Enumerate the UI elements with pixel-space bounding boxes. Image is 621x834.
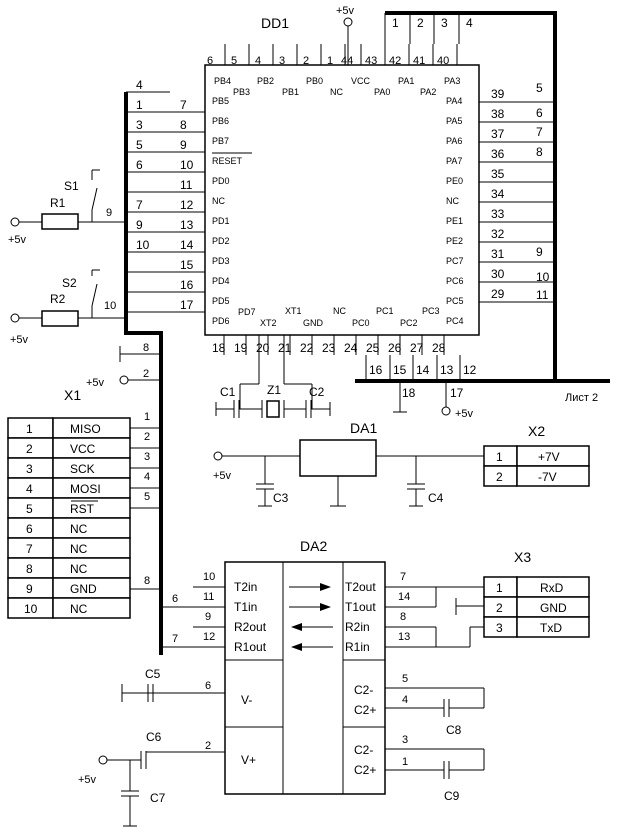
dd1-bottom-pin-name: PD7	[238, 307, 256, 317]
dd1-top-pin-number: 1	[327, 55, 334, 67]
dd1-right-pin-number: 30	[491, 267, 505, 281]
c2a-plus-label: C2+	[354, 703, 377, 717]
dd1-right-pin-number: 39	[491, 87, 505, 101]
da2-output-name: T1out	[345, 600, 376, 614]
dd1-left-pin-number: 10	[180, 158, 194, 172]
da2-input-name: T2in	[234, 580, 258, 594]
r1-label: R1	[50, 196, 66, 210]
top-wire-number: 4	[466, 16, 473, 30]
c9-cap	[385, 734, 484, 803]
left-bus-wires	[126, 78, 170, 252]
da2-right-wires	[385, 571, 484, 647]
dd1-right-wire-number: 8	[536, 145, 543, 159]
vplus-pin: 2	[205, 740, 212, 752]
dd1-top-pin-number: 3	[279, 55, 286, 67]
bus-vcc-terminal	[120, 376, 128, 384]
c6-c7-caps	[78, 730, 166, 826]
vcc-17-terminal	[442, 407, 450, 415]
dd1-chip	[126, 15, 555, 355]
bottom-bus-wire-number: 16	[369, 363, 383, 377]
r1out-wire: 7	[172, 633, 179, 645]
c2b-minus-label: C2-	[354, 743, 374, 757]
dd1-left-pin-number: 16	[180, 278, 194, 292]
r2-label: R2	[50, 292, 66, 306]
left-bus-wire-number: 9	[136, 218, 143, 232]
dd1-left-pin-name: PB5	[212, 96, 230, 106]
s2-wire-label: 10	[104, 300, 117, 312]
dd1-right-pin-number: 37	[491, 127, 505, 141]
c9-label: C9	[444, 789, 460, 803]
dd1-bottom-pin-name: GND	[303, 318, 323, 328]
dd1-right-pin-name: PA6	[446, 136, 463, 146]
x3-row-name: RxD	[540, 581, 564, 595]
x1-row-name: NC	[70, 542, 88, 556]
x1-row-number: 10	[24, 602, 38, 616]
c5-cap	[122, 667, 161, 702]
dd1-right-wire-number: 10	[536, 270, 550, 284]
dd1-top-pin-name: NC	[330, 87, 343, 97]
vplus-label: V+	[241, 753, 257, 767]
da2-left-wires	[122, 571, 225, 752]
dd1-right-pin-number: 36	[491, 147, 505, 161]
da2-output-name: T2out	[345, 580, 376, 594]
dd1-right-pin-number: 33	[491, 207, 505, 221]
dd1-left-pin-number: 8	[180, 118, 187, 132]
dd1-left-pin-name: PD0	[212, 176, 230, 186]
r1out-pin: 12	[203, 631, 216, 643]
c2a-minus-label: C2-	[354, 683, 374, 697]
x2-row-name: +7V	[538, 450, 560, 464]
da1-plus5-label: +5v	[213, 470, 232, 482]
dd1-top-pin-name: PA1	[398, 76, 415, 86]
dd1-right-wire-number: 7	[536, 125, 543, 139]
dd1-bottom-pin-number: 23	[322, 341, 336, 355]
dd1-top-pin-name: PB2	[257, 76, 275, 86]
dd1-left-pin-number: 15	[180, 258, 194, 272]
dd1-right-pin-name: PE1	[446, 216, 464, 226]
x1-row-number: 9	[26, 582, 33, 596]
x2-row-number: 2	[496, 470, 503, 484]
da1-label: DA1	[350, 420, 378, 436]
x1-row-number: 2	[26, 442, 33, 456]
crystal-z1	[267, 401, 279, 417]
dd1-top-pin-number: 44	[341, 55, 354, 67]
x1-row-name: MISO	[70, 422, 101, 436]
c2b-plus-label: C2+	[354, 763, 377, 777]
da2-output-name: R2in	[345, 620, 370, 634]
dd1-top-pin-number: 42	[389, 55, 402, 67]
x2-row-name: -7V	[538, 470, 557, 484]
da2-input-name: T1in	[234, 600, 258, 614]
left-bus-wire-number: 4	[136, 78, 143, 92]
dd1-left-pin-name: PB6	[212, 116, 230, 126]
dd1-top-pin-name: PA2	[420, 87, 437, 97]
dd1-left-pin-name: PD3	[212, 256, 230, 266]
dd1-right-pin-name: PE0	[446, 176, 464, 186]
x3-label: X3	[514, 549, 532, 565]
dd1-left-pin-number: 11	[180, 178, 193, 192]
dd1-right-pin-name: PC5	[446, 296, 464, 306]
bus-supply	[86, 342, 161, 389]
s2-label: S2	[62, 276, 77, 290]
dd1-bottom-pin-number: 28	[432, 341, 446, 355]
left-bus-wire-number: 3	[136, 118, 143, 132]
dd1-bottom-pin-number: 27	[410, 341, 424, 355]
c3-label: C3	[273, 491, 289, 505]
dd1-body	[205, 65, 479, 335]
left-bus-wire-number: 1	[136, 98, 143, 112]
x1-row-number: 7	[26, 542, 33, 556]
gnd-wire-label: 8	[143, 342, 150, 354]
x3-connector	[484, 549, 589, 637]
s1-label: S1	[64, 179, 79, 193]
dd1-right-pin-number: 31	[491, 247, 505, 261]
x3-row-name: TxD	[540, 621, 562, 635]
sheet-label: Лист 2	[565, 392, 599, 404]
x1-row-number: 6	[26, 522, 33, 536]
c4-label: C4	[428, 491, 444, 505]
resistor-r1	[42, 214, 78, 229]
dd1-top-pin-number: 6	[207, 55, 214, 67]
dd1-left-pin-number: 9	[180, 138, 187, 152]
vminus-label: V-	[241, 693, 253, 707]
x1-row-wire-number: 5	[144, 491, 151, 503]
dd1-left-pin-number: 13	[180, 218, 194, 232]
dd1-top-pin-number: 5	[231, 55, 238, 67]
vcc-17-label: +5v	[455, 408, 474, 420]
x1-row-number: 4	[26, 482, 33, 496]
c7-label: C7	[150, 791, 166, 805]
r2in-pin: 8	[400, 611, 407, 623]
x1-row-wire-number: 4	[144, 471, 151, 483]
dd1-left-pin-number: 7	[180, 98, 187, 112]
x1-name-cell	[53, 598, 130, 618]
resistor-r2	[42, 311, 78, 326]
x1-row-name: NC	[70, 562, 88, 576]
c6-terminal	[99, 756, 107, 764]
x3-row-number: 3	[496, 621, 503, 635]
x1-row-number: 3	[26, 462, 33, 476]
dd1-right-wire-number: 6	[536, 106, 543, 120]
dd1-top-pin-name: PB4	[214, 76, 232, 86]
dd1-top-pin-number: 4	[255, 55, 262, 67]
c2-label: C2	[309, 385, 325, 399]
dd1-bottom-pin-name: XT1	[285, 306, 302, 316]
x1-row-wire-number: 2	[144, 431, 151, 443]
dd1-bottom-pin-number: 18	[212, 341, 226, 355]
vminus-pin: 6	[205, 680, 212, 692]
da2-output-name: R1in	[345, 640, 370, 654]
x3-row-number: 2	[496, 601, 503, 615]
dd1-top-pin-name: PB0	[306, 76, 324, 86]
dd1-right-pin-number: 35	[491, 167, 505, 181]
x1-name-cell	[53, 538, 130, 558]
dd1-left-pin-name: PD1	[212, 216, 230, 226]
c8-pin-minus: 5	[402, 673, 409, 685]
dd1-top-pin-name: PB1	[282, 87, 300, 97]
dd1-top-pin-name: PA0	[374, 87, 391, 97]
x2-row-number: 1	[496, 450, 503, 464]
dd1-bottom-pin-name: PC3	[422, 306, 440, 316]
dd1-right-wire-number: 9	[536, 245, 543, 259]
bus-plus5-label: +5v	[86, 377, 105, 389]
dd1-bottom-pin-name: PC0	[352, 318, 370, 328]
t2out-pin: 7	[400, 571, 407, 583]
da1-body	[300, 440, 376, 476]
dd1-right-pin-number: 34	[491, 187, 505, 201]
switch-s1-group	[8, 170, 126, 246]
c1-label: C1	[220, 385, 236, 399]
x1-gnd-wire-label: 8	[144, 575, 151, 587]
top-wire-number: 2	[417, 16, 424, 30]
bottom-bus-wires	[366, 355, 477, 400]
c9-pin-plus: 1	[402, 756, 409, 768]
dd1-left-pin-name: PD2	[212, 236, 230, 246]
dd1-bottom-pin-number: 22	[300, 341, 314, 355]
dd1-left-pin-number: 14	[180, 238, 194, 252]
da1-in-terminal	[214, 452, 222, 460]
s1-terminal	[11, 218, 19, 226]
bottom-bus-wire-number: 14	[416, 363, 430, 377]
r1in-pin: 13	[398, 631, 411, 643]
dd1-top-pin-name: PB3	[233, 87, 251, 97]
x1-name-cell	[53, 518, 130, 538]
dd1-bottom-pin-number: 21	[278, 341, 292, 355]
dd1-bottom-pin-name: PC2	[400, 318, 418, 328]
dd1-top-pin-number: 43	[365, 55, 378, 67]
top-wire-number: 1	[392, 16, 399, 30]
dd1-right-pin-number: 29	[491, 287, 505, 301]
t1in-pin: 11	[203, 591, 215, 603]
x1-row-name: NC	[70, 522, 88, 536]
bottom-bus-wire-number: 18	[402, 386, 416, 400]
dd1-label: DD1	[261, 15, 290, 31]
r2out-pin: 9	[205, 611, 212, 623]
x1-row-name: RST	[70, 502, 94, 516]
left-bus-wire-number: 5	[136, 138, 143, 152]
left-bus-wire-number: 6	[136, 158, 143, 172]
bottom-bus-wire-number: 17	[450, 386, 464, 400]
bottom-bus-wire-number: 13	[440, 363, 454, 377]
da1-regulator	[213, 420, 484, 506]
dd1-bottom-pin-name: NC	[333, 306, 346, 316]
dd1-left-pin-name: PD4	[212, 276, 230, 286]
left-bus-wire-number: 10	[136, 238, 150, 252]
x1-row-wire-number: 3	[144, 451, 151, 463]
dd1-bottom-pin-number: 19	[234, 341, 248, 355]
dd1-bottom-pin-name: PC1	[376, 306, 394, 316]
x3-row-name: GND	[540, 601, 567, 615]
dd1-left-pin-number: 12	[180, 198, 194, 212]
dd1-right-pin-name: PA5	[446, 116, 463, 126]
bottom-bus-wire-number: 12	[463, 363, 477, 377]
s2-plus5-label: +5v	[10, 334, 29, 346]
da2-chip	[225, 538, 385, 794]
x1-name-cell	[53, 558, 130, 578]
vcc-label: +5v	[336, 5, 355, 17]
dd1-right-pin-name: PE2	[446, 236, 464, 246]
da2-input-name: R1out	[234, 640, 267, 654]
dd1-top-pin-name: PA3	[444, 76, 461, 86]
dd1-bottom-pin-number: 24	[344, 341, 358, 355]
dd1-right-wire-number: 5	[536, 81, 543, 95]
dd1-left-pin-name: PD6	[212, 316, 230, 326]
c8-cap	[385, 673, 484, 737]
dd1-bottom-pin-name: XT2	[260, 318, 277, 328]
dd1-left-pin-name: NC	[212, 196, 225, 206]
dd1-top-pin-number: 2	[303, 55, 310, 67]
dd1-left-pin-number: 17	[180, 298, 194, 312]
da2-label: DA2	[300, 538, 328, 554]
c8-pin-plus: 4	[402, 694, 409, 706]
t1out-pin: 14	[398, 591, 411, 603]
dd1-top-pin-number: 40	[437, 55, 450, 67]
s2-terminal	[11, 314, 19, 322]
c8-label: C8	[446, 723, 462, 737]
dd1-bottom-pin-number: 25	[366, 341, 380, 355]
x1-connector	[8, 387, 161, 618]
da2-input-name: R2out	[234, 620, 267, 634]
c6-label: C6	[146, 730, 162, 744]
c9-pin-minus: 3	[402, 734, 409, 746]
bottom-bus-wire-number: 15	[393, 363, 407, 377]
dd1-right-pin-number: 38	[491, 107, 505, 121]
c6-plus5-label: +5v	[78, 774, 97, 786]
dd1-right-pin-name: PC4	[446, 316, 464, 326]
bus-vcc-wire-label: 2	[143, 368, 150, 380]
dd1-right-pin-name: PC7	[446, 256, 464, 266]
x1-row-wire-number: 1	[144, 411, 151, 423]
t2in-pin: 10	[203, 571, 216, 583]
dd1-left-pin-name: PB7	[212, 136, 230, 146]
s1-wire-label: 9	[106, 207, 113, 219]
z1-label: Z1	[267, 383, 282, 397]
x1-label: X1	[64, 387, 82, 403]
x2-label: X2	[528, 423, 546, 439]
dd1-left-pin-name: PD5	[212, 296, 230, 306]
x1-row-name: SCK	[70, 462, 95, 476]
x1-row-name: NC	[70, 602, 88, 616]
dd1-right-pin-name: PA7	[446, 156, 463, 166]
dd1-left-pin-name: RESET	[212, 156, 243, 166]
dd1-right-pin-name: NC	[446, 196, 459, 206]
x3-row-number: 1	[496, 581, 503, 595]
x1-row-number: 1	[26, 422, 33, 436]
x1-row-name: GND	[70, 582, 97, 596]
dd1-right-pin-name: PA4	[446, 96, 463, 106]
dd1-right-pin-name: PC6	[446, 276, 464, 286]
t1in-wire: 6	[172, 593, 179, 605]
s1-plus5-label: +5v	[8, 234, 27, 246]
x1-row-number: 5	[26, 502, 33, 516]
dd1-right-wire-number: 11	[536, 288, 549, 302]
c5-label: C5	[145, 667, 161, 681]
x1-row-name: VCC	[70, 442, 96, 456]
x2-connector	[484, 423, 589, 486]
top-wire-number: 3	[441, 16, 448, 30]
x1-row-name: MOSI	[70, 482, 101, 496]
dd1-right-pin-number: 32	[491, 227, 505, 241]
x1-row-number: 8	[26, 562, 33, 576]
dd1-bottom-pin-number: 26	[388, 341, 402, 355]
left-bus-wire-number: 7	[136, 198, 143, 212]
dd1-bottom-pin-number: 20	[256, 341, 270, 355]
dd1-top-pin-name: VCC	[351, 76, 371, 86]
dd1-top-pin-number: 41	[413, 55, 426, 67]
vcc-terminal	[344, 18, 352, 26]
switch-s2-group	[10, 270, 126, 346]
